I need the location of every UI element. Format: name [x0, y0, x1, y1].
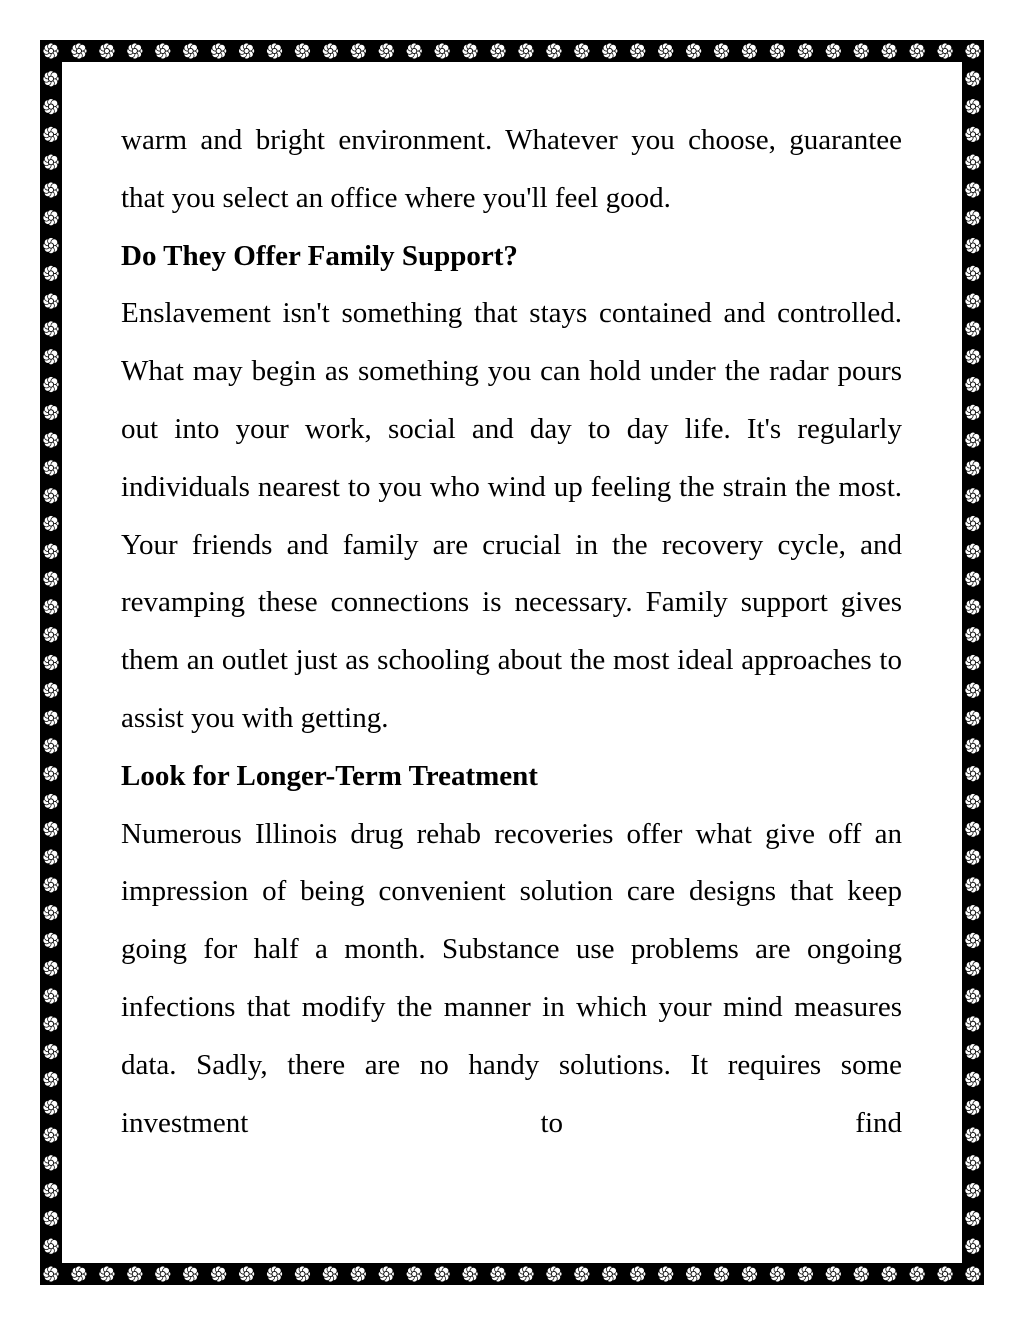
- flower-icon: [602, 1266, 618, 1282]
- flower-icon: [574, 1266, 590, 1282]
- flower-icon: [769, 43, 785, 59]
- flower-icon: [462, 1266, 478, 1282]
- flower-icon: [965, 210, 981, 226]
- flower-icon: [518, 43, 534, 59]
- flower-icon: [965, 1016, 981, 1032]
- flower-icon: [267, 43, 283, 59]
- flower-icon: [741, 1266, 757, 1282]
- flower-icon: [965, 682, 981, 698]
- flower-icon: [322, 43, 338, 59]
- flower-icon: [43, 488, 59, 504]
- flower-icon: [43, 988, 59, 1004]
- flower-icon: [965, 793, 981, 809]
- flower-icon: [43, 599, 59, 615]
- flower-icon: [183, 43, 199, 59]
- flower-icon: [43, 321, 59, 337]
- flower-icon: [658, 1266, 674, 1282]
- flower-icon: [43, 710, 59, 726]
- body-paragraph-1: warm and bright environment. Whatever you choose, guarantee that you select an office where you'll feel good.: [121, 124, 902, 214]
- flower-icon: [825, 43, 841, 59]
- flower-icon: [881, 1266, 897, 1282]
- flower-icon: [43, 349, 59, 365]
- flower-icon: [965, 571, 981, 587]
- flower-icon: [43, 99, 59, 115]
- flower-icon: [965, 182, 981, 198]
- flower-icon: [43, 849, 59, 865]
- flower-icon: [43, 182, 59, 198]
- flower-icon: [378, 43, 394, 59]
- flower-icon: [965, 432, 981, 448]
- flower-icon: [937, 1266, 953, 1282]
- flower-icon: [853, 1266, 869, 1282]
- flower-icon: [43, 460, 59, 476]
- flower-icon: [909, 43, 925, 59]
- flower-icon: [43, 126, 59, 142]
- flower-icon: [43, 432, 59, 448]
- flower-icon: [43, 1127, 59, 1143]
- flower-icon: [43, 793, 59, 809]
- flower-icon: [43, 627, 59, 643]
- flower-icon: [434, 43, 450, 59]
- flower-icon: [965, 265, 981, 281]
- flower-icon: [965, 349, 981, 365]
- flower-icon: [43, 1099, 59, 1115]
- flower-icon: [965, 1210, 981, 1226]
- flower-icon: [602, 43, 618, 59]
- flower-icon: [965, 905, 981, 921]
- flower-icon: [769, 1266, 785, 1282]
- flower-icon: [43, 210, 59, 226]
- flower-icon: [43, 43, 59, 59]
- flower-icon: [881, 43, 897, 59]
- flower-icon: [965, 293, 981, 309]
- flower-icon: [965, 238, 981, 254]
- flower-icon: [630, 43, 646, 59]
- flower-icon: [127, 43, 143, 59]
- flower-icon: [965, 516, 981, 532]
- flower-icon: [965, 404, 981, 420]
- section-heading-longer-term-treatment: Look for Longer-Term Treatment: [121, 759, 538, 792]
- flower-icon: [43, 1266, 59, 1282]
- flower-icon: [43, 932, 59, 948]
- flower-icon: [546, 43, 562, 59]
- flower-icon: [965, 71, 981, 87]
- flower-icon: [965, 766, 981, 782]
- flower-icon: [43, 377, 59, 393]
- flower-icon: [43, 1183, 59, 1199]
- flower-icon: [239, 43, 255, 59]
- flower-icon: [71, 43, 87, 59]
- flower-icon: [462, 43, 478, 59]
- flower-icon: [350, 1266, 366, 1282]
- flower-icon: [490, 43, 506, 59]
- flower-icon: [99, 43, 115, 59]
- flower-icon: [965, 488, 981, 504]
- flower-icon: [183, 1266, 199, 1282]
- flower-icon: [127, 1266, 143, 1282]
- flower-icon: [43, 1044, 59, 1060]
- flower-icon: [965, 960, 981, 976]
- flower-icon: [294, 1266, 310, 1282]
- flower-icon: [43, 265, 59, 281]
- flower-icon: [965, 932, 981, 948]
- flower-icon: [965, 1155, 981, 1171]
- flower-icon: [965, 877, 981, 893]
- flower-icon: [43, 1210, 59, 1226]
- flower-icon: [965, 1127, 981, 1143]
- flower-icon: [741, 43, 757, 59]
- flower-icon: [965, 99, 981, 115]
- flower-icon: [406, 43, 422, 59]
- flower-icon: [658, 43, 674, 59]
- flower-icon: [43, 238, 59, 254]
- flower-icon: [43, 154, 59, 170]
- flower-icon: [43, 1016, 59, 1032]
- flower-icon: [43, 905, 59, 921]
- flower-icon: [267, 1266, 283, 1282]
- body-paragraph-3: Numerous Illinois drug rehab recoveries offer what give off an impression of being convenient solution care designs that keep going for half a month. Substance use problems are ongoing infections that modify the manner in which your mind measures data. Sadly, there are no handy solutions. It requires some investment to find: [121, 817, 902, 1139]
- flower-icon: [965, 1266, 981, 1282]
- flower-icon: [546, 1266, 562, 1282]
- flower-icon: [686, 1266, 702, 1282]
- flower-icon: [322, 1266, 338, 1282]
- flower-icon: [965, 377, 981, 393]
- flower-icon: [909, 1266, 925, 1282]
- flower-icon: [965, 126, 981, 142]
- flower-icon: [43, 571, 59, 587]
- flower-icon: [797, 1266, 813, 1282]
- flower-icon: [406, 1266, 422, 1282]
- flower-icon: [965, 627, 981, 643]
- flower-icon: [350, 43, 366, 59]
- flower-icon: [965, 543, 981, 559]
- flower-icon: [43, 516, 59, 532]
- flower-icon: [43, 1071, 59, 1087]
- flower-icon: [965, 655, 981, 671]
- flower-icon: [43, 404, 59, 420]
- flower-icon: [518, 1266, 534, 1282]
- flower-icon: [490, 1266, 506, 1282]
- flower-icon: [71, 1266, 87, 1282]
- flower-icon: [574, 43, 590, 59]
- flower-icon: [853, 43, 869, 59]
- flower-icon: [965, 849, 981, 865]
- flower-icon: [155, 43, 171, 59]
- flower-icon: [630, 1266, 646, 1282]
- flower-icon: [965, 154, 981, 170]
- flower-icon: [43, 71, 59, 87]
- flower-icon: [965, 988, 981, 1004]
- flower-icon: [937, 43, 953, 59]
- flower-icon: [825, 1266, 841, 1282]
- flower-icon: [965, 1238, 981, 1254]
- flower-icon: [714, 43, 730, 59]
- flower-icon: [43, 738, 59, 754]
- page-content: [121, 112, 902, 1152]
- flower-icon: [965, 321, 981, 337]
- flower-icon: [155, 1266, 171, 1282]
- flower-icon: [99, 1266, 115, 1282]
- flower-icon: [434, 1266, 450, 1282]
- flower-icon: [965, 1044, 981, 1060]
- flower-icon: [211, 43, 227, 59]
- flower-icon: [965, 821, 981, 837]
- flower-icon: [797, 43, 813, 59]
- flower-icon: [43, 543, 59, 559]
- flower-icon: [965, 460, 981, 476]
- flower-icon: [965, 1183, 981, 1199]
- section-heading-family-support: Do They Offer Family Support?: [121, 239, 518, 272]
- flower-icon: [965, 738, 981, 754]
- flower-icon: [43, 655, 59, 671]
- flower-icon: [714, 1266, 730, 1282]
- body-paragraph-2: Enslavement isn't something that stays contained and controlled. What may begin as something you can hold under the radar pours out into your work, social and day to day life. It's regularly individuals nearest to you who wind up feeling the strain the most. Your friends and family are crucial in the recovery cycle, and revamping these connections is necessary. Family support gives them an outlet just as schooling about the most ideal approaches to assist you with getting.: [121, 297, 902, 734]
- flower-icon: [965, 710, 981, 726]
- flower-icon: [965, 1071, 981, 1087]
- flower-icon: [239, 1266, 255, 1282]
- flower-icon: [965, 43, 981, 59]
- flower-icon: [43, 821, 59, 837]
- flower-icon: [378, 1266, 394, 1282]
- flower-icon: [965, 1099, 981, 1115]
- flower-icon: [43, 1155, 59, 1171]
- flower-icon: [43, 682, 59, 698]
- flower-icon: [686, 43, 702, 59]
- flower-icon: [294, 43, 310, 59]
- flower-icon: [43, 960, 59, 976]
- flower-icon: [43, 877, 59, 893]
- flower-icon: [43, 766, 59, 782]
- flower-icon: [43, 293, 59, 309]
- flower-icon: [43, 1238, 59, 1254]
- flower-icon: [965, 599, 981, 615]
- flower-icon: [211, 1266, 227, 1282]
